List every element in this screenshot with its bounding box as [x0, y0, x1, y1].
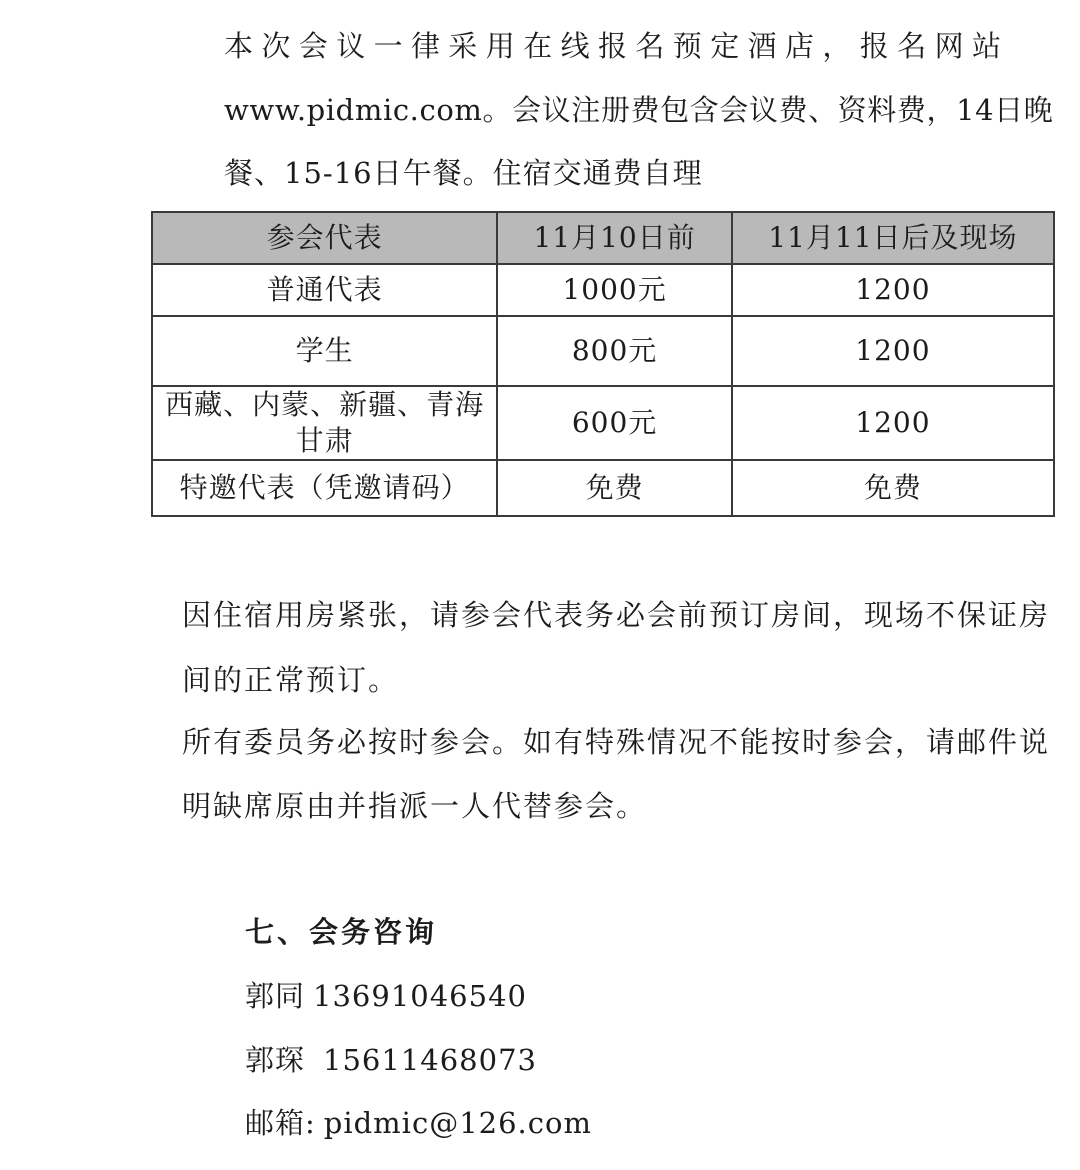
notice-line-2: 间的正常预订。 — [182, 663, 400, 697]
contact-name: 郭琛 — [245, 1043, 306, 1077]
notice-line-4: 明缺席原由并指派一人代替参会。 — [182, 789, 648, 823]
registration-fee-table — [151, 211, 1055, 517]
cell-category: 特邀代表（凭邀请码） — [152, 460, 497, 516]
header-attendee-type: 参会代表 — [152, 212, 497, 264]
table-header-row — [152, 212, 1054, 264]
contact-phone: 15611468073 — [323, 1043, 537, 1077]
cell-late-fee: 免费 — [732, 460, 1054, 516]
cell-late-fee: 1200 — [732, 386, 1054, 460]
category-line-2: 甘肃 — [295, 424, 354, 457]
notice-line-1: 因住宿用房紧张，请参会代表务必会前预订房间，现场不保证房 — [182, 598, 1051, 632]
contact-phone: 13691046540 — [313, 979, 527, 1013]
table-row — [152, 386, 1054, 460]
email-label: 邮箱: — [245, 1106, 316, 1140]
cell-early-fee: 1000元 — [497, 264, 732, 316]
notice-line-3: 所有委员务必按时参会。如有特殊情况不能按时参会，请邮件说 — [182, 725, 1051, 759]
table-row — [152, 460, 1054, 516]
intro-line-2: www.pidmic.com。会议注册费包含会议费、资料费，14日晚 — [224, 93, 1054, 127]
cell-category: 普通代表 — [152, 264, 497, 316]
contact-row — [245, 976, 527, 1016]
cell-late-fee: 1200 — [732, 264, 1054, 316]
header-late-fee: 11月11日后及现场 — [732, 212, 1054, 264]
section-title: 七、会务咨询 — [245, 915, 438, 949]
table-row — [152, 264, 1054, 316]
contact-row — [245, 1040, 537, 1080]
table-row — [152, 316, 1054, 386]
intro-line-3: 餐、15-16日午餐。住宿交通费自理 — [224, 156, 703, 190]
category-line-1: 西藏、内蒙、新疆、青海 — [165, 388, 485, 421]
cell-early-fee: 600元 — [497, 386, 732, 460]
cell-category — [152, 386, 497, 460]
intro-line-1: 本次会议一律采用在线报名预定酒店，报名网站 — [224, 29, 1010, 63]
cell-late-fee: 1200 — [732, 316, 1054, 386]
cell-early-fee: 800元 — [497, 316, 732, 386]
email-address: pidmic@126.com — [323, 1106, 592, 1140]
email-row — [245, 1103, 592, 1143]
contact-name: 郭同 — [245, 979, 306, 1013]
cell-category: 学生 — [152, 316, 497, 386]
cell-early-fee: 免费 — [497, 460, 732, 516]
header-early-fee: 11月10日前 — [497, 212, 732, 264]
